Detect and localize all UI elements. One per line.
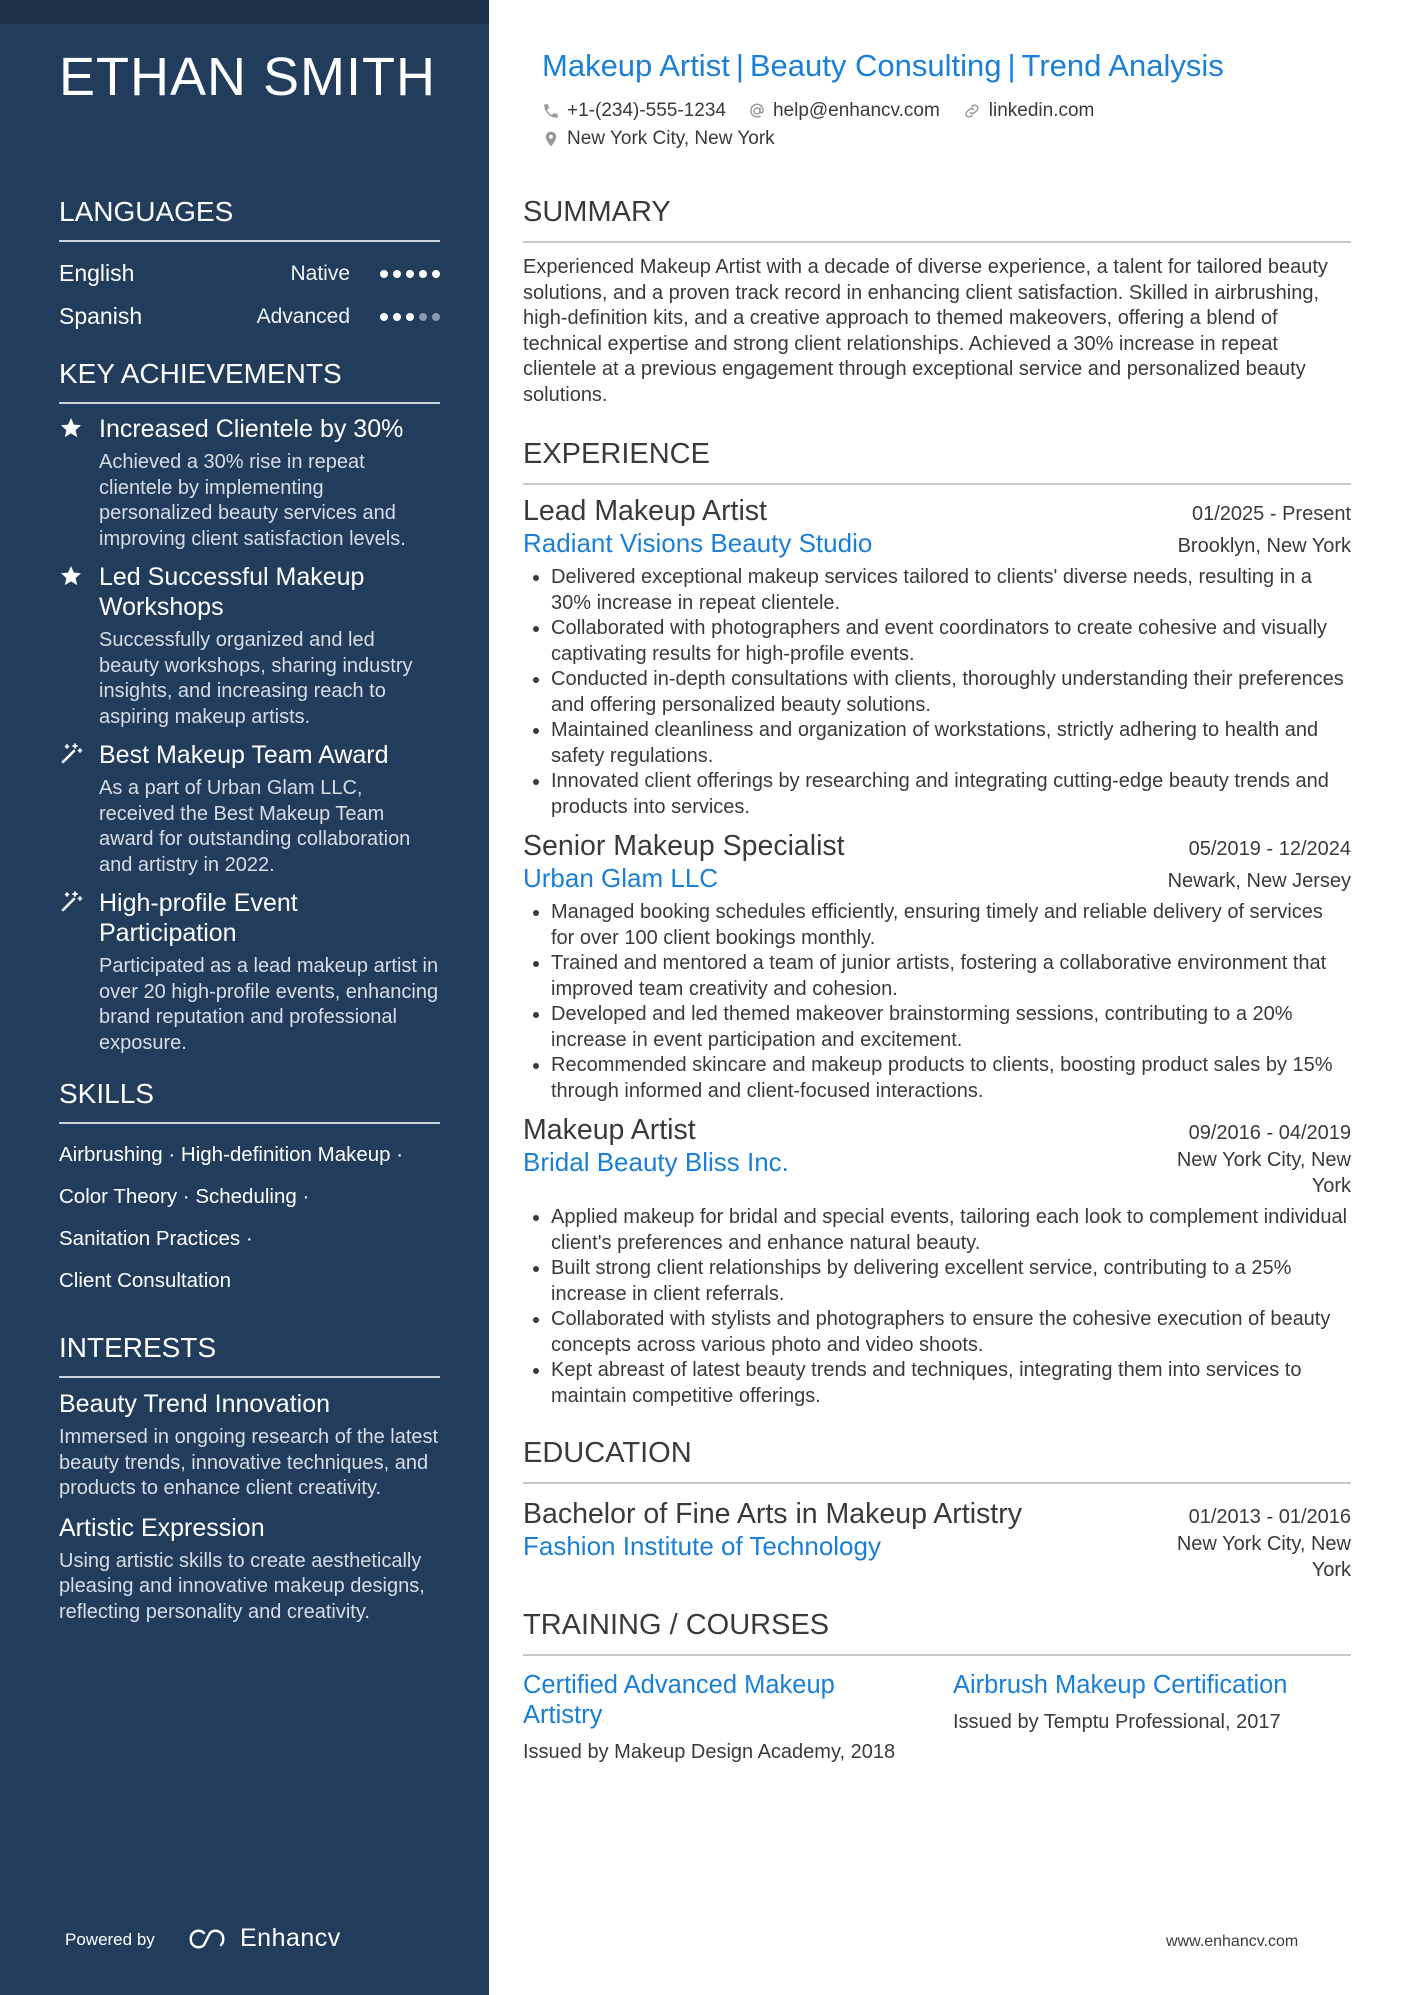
experience-item (523, 830, 1351, 1104)
location-text: New York City, New York (567, 128, 775, 149)
website-link[interactable]: www.enhancv.com (1166, 1933, 1299, 1950)
job-title: Makeup Artist (523, 1114, 696, 1146)
main-content (523, 196, 1351, 1766)
course-issuer: Issued by Makeup Design Academy, 2018 (523, 1741, 896, 1763)
job-bullets (523, 1205, 1351, 1409)
achievement-desc: As a part of Urban Glam LLC, received the Best Makeup Team award for outstanding collaboration and artistry in 2022. (99, 777, 411, 876)
school-location: New York City, New York (1176, 1533, 1351, 1581)
skills-line: Color Theory · Scheduling · (59, 1185, 310, 1208)
location-pin-icon (542, 129, 560, 149)
achievement-desc: Achieved a 30% rise in repeat clientele by implementing personalized beauty services and improving client satisfaction levels. (99, 451, 406, 550)
job-bullet: • Delivered exceptional makeup services tailored to clients' diverse needs, resulting in a 30% increase in repeat clientele. (551, 565, 1351, 616)
job-bullet: • Trained and mentored a team of junior artists, fostering a collaborative environment that improved team creativity and cohesion. (551, 951, 1351, 1002)
powered-by-label: Powered by (65, 1930, 155, 1949)
email-contact[interactable] (748, 100, 940, 122)
achievement-item (59, 740, 440, 878)
course-item (953, 1670, 1351, 1766)
job-bullet: • Managed booking schedules efficiently, ensuring timely and reliable delivery of services for over 100 client bookings monthly. (551, 900, 1351, 951)
summary-text: Experienced Makeup Artist with a decade of diverse experience, a talent for tailored beauty solutions, and a proven track record in enhancing client satisfaction. Skilled in airbrushing, high-definition kits, and a creative approach to themed makeovers, offering a blend of technical expertise and strong client relationships. Achieved a 30% increase in repeat clientele at a previous engagement through exceptional service and personalized beauty solutions. (523, 256, 1328, 406)
sidebar-content (59, 196, 440, 1637)
linkedin-contact[interactable] (962, 100, 1095, 122)
job-bullet: • Applied makeup for bridal and special events, tailoring each look to complement individual client's preferences and enhance natural beauty. (551, 1205, 1351, 1256)
dot-empty (432, 313, 440, 321)
dot-filled (432, 270, 440, 278)
phone-contact[interactable] (542, 100, 726, 122)
achievements-list (59, 414, 440, 1056)
job-bullet: • Developed and led themed makeover brainstorming sessions, contributing to a 20% increase in event participation and excitement. (551, 1002, 1351, 1053)
main-column (489, 0, 1410, 1995)
language-name: Spanish (59, 303, 143, 329)
experience-heading: EXPERIENCE (523, 438, 1351, 485)
language-level: Native (290, 261, 350, 285)
job-dates: 05/2019 - 12/2024 (1188, 838, 1351, 860)
enhancv-logo-text: Enhancv (240, 1924, 341, 1952)
tagline (542, 48, 1224, 84)
dot-filled (393, 270, 401, 278)
star-icon (59, 562, 99, 730)
degree-title: Bachelor of Fine Arts in Makeup Artistry (523, 1498, 1022, 1530)
tagline-item: Trend Analysis (1021, 48, 1224, 83)
achievement-desc: Participated as a lead makeup artist in over 20 high-profile events, enhancing brand reputation and professional exposure. (99, 955, 439, 1054)
experience-item (523, 495, 1351, 820)
dot-filled (419, 270, 427, 278)
job-bullet: • Collaborated with stylists and photographers to ensure the cohesive execution of beauty concepts across various photo and video shoots. (551, 1307, 1351, 1358)
tagline-item: Beauty Consulting (749, 48, 1002, 83)
achievement-item (59, 562, 440, 730)
education-item (523, 1498, 1351, 1583)
summary-heading: SUMMARY (523, 196, 1351, 243)
wand-icon (59, 888, 99, 1056)
contact-row (542, 100, 1094, 122)
enhancv-logo-icon (184, 1927, 230, 1951)
tagline-separator: | (735, 48, 744, 83)
course-item (523, 1670, 953, 1766)
sidebar (0, 0, 489, 1995)
phone-text: +1-(234)-555-1234 (567, 100, 726, 121)
course-title: Certified Advanced Makeup Artistry (523, 1671, 835, 1729)
interest-title: Beauty Trend Innovation (59, 1390, 331, 1418)
courses-heading: TRAINING / COURSES (523, 1609, 1351, 1656)
sidebar-top-band (0, 0, 489, 24)
achievements-heading: KEY ACHIEVEMENTS (59, 358, 440, 404)
courses-list (523, 1670, 1351, 1766)
contact-row (542, 128, 775, 150)
job-location: Brooklyn, New York (1177, 535, 1351, 557)
achievement-title: Best Makeup Team Award (99, 741, 389, 769)
language-item (59, 252, 440, 295)
job-company: Urban Glam LLC (523, 863, 719, 893)
dot-filled (380, 313, 388, 321)
job-bullets (523, 565, 1351, 820)
achievement-title: High-profile Event Participation (99, 889, 298, 947)
skills-line: Client Consultation (59, 1269, 232, 1292)
achievement-title: Led Successful Makeup Workshops (99, 563, 365, 621)
wand-icon (59, 740, 99, 878)
skills-line: Sanitation Practices · (59, 1227, 253, 1250)
achievement-item (59, 414, 440, 552)
linkedin-text: linkedin.com (988, 100, 1095, 121)
star-icon (59, 414, 99, 552)
candidate-name: ETHAN SMITH (59, 47, 437, 107)
proficiency-dots (380, 313, 440, 321)
languages-list (59, 252, 440, 338)
interests-heading: INTERESTS (59, 1332, 440, 1378)
achievement-desc: Successfully organized and led beauty workshops, sharing industry insights, and increasing reach to aspiring makeup artists. (99, 629, 413, 728)
job-dates: 01/2025 - Present (1192, 503, 1351, 525)
language-name: English (59, 260, 135, 286)
course-issuer: Issued by Temptu Professional, 2017 (953, 1711, 1281, 1733)
job-title: Lead Makeup Artist (523, 495, 767, 527)
interest-desc: Immersed in ongoing research of the latest beauty trends, innovative techniques, and products to enhance client creativity. (59, 1426, 439, 1499)
job-bullet: • Built strong client relationships by delivering excellent service, contributing to a 25% increase in client referrals. (551, 1256, 1351, 1307)
job-bullet: • Kept abreast of latest beauty trends and techniques, integrating them into services to maintain competitive offerings. (551, 1358, 1351, 1409)
at-icon (748, 102, 766, 120)
interest-title: Artistic Expression (59, 1513, 265, 1542)
dot-filled (406, 313, 414, 321)
tagline-separator: | (1007, 48, 1016, 83)
job-bullet: • Innovated client offerings by researching and integrating cutting-edge beauty trends and products into services. (551, 769, 1351, 820)
languages-heading: LANGUAGES (59, 196, 440, 242)
education-heading: EDUCATION (523, 1437, 1351, 1484)
job-location: New York City, New York (1176, 1149, 1351, 1197)
dot-filled (380, 270, 388, 278)
job-location: Newark, New Jersey (1167, 870, 1351, 892)
skills-heading: SKILLS (59, 1078, 440, 1124)
job-company: Bridal Beauty Bliss Inc. (523, 1147, 789, 1177)
proficiency-dots (380, 270, 440, 278)
job-bullet: • Recommended skincare and makeup products to clients, boosting product sales by 15% through informed and client-focused interactions. (551, 1053, 1351, 1104)
language-item (59, 295, 440, 338)
interests-list (59, 1390, 440, 1625)
dot-empty (419, 313, 427, 321)
education-dates: 01/2013 - 01/2016 (1188, 1506, 1351, 1528)
job-bullet: • Conducted in-depth consultations with clients, thoroughly understanding their preferences and offering personalized beauty solutions. (551, 667, 1351, 718)
course-title: Airbrush Makeup Certification (953, 1671, 1288, 1699)
job-company: Radiant Visions Beauty Studio (523, 528, 873, 558)
school-name: Fashion Institute of Technology (523, 1531, 881, 1561)
location-contact (542, 128, 775, 150)
job-bullet: • Collaborated with photographers and event coordinators to create cohesive and visually captivating results for high-profile events. (551, 616, 1351, 667)
link-icon (962, 102, 982, 120)
job-bullet: • Maintained cleanliness and organization of workstations, strictly adhering to health and safety regulations. (551, 718, 1351, 769)
tagline-item: Makeup Artist (542, 48, 730, 83)
dot-filled (393, 313, 401, 321)
achievement-title: Increased Clientele by 30% (99, 415, 404, 443)
job-bullets (523, 900, 1351, 1104)
skills-line: Airbrushing · High-definition Makeup · (59, 1143, 404, 1166)
language-level: Advanced (256, 304, 350, 328)
enhancv-logo[interactable] (184, 1924, 341, 1953)
skills-list (59, 1134, 440, 1302)
interest-desc: Using artistic skills to create aesthetically pleasing and innovative makeup designs, reflecting personality and creativity. (59, 1549, 425, 1623)
experience-item (523, 1114, 1351, 1409)
dot-filled (406, 270, 414, 278)
job-dates: 09/2016 - 04/2019 (1188, 1122, 1351, 1144)
phone-icon (542, 102, 560, 120)
achievement-item (59, 888, 440, 1056)
job-title: Senior Makeup Specialist (523, 830, 845, 862)
email-text: help@enhancv.com (772, 100, 940, 121)
